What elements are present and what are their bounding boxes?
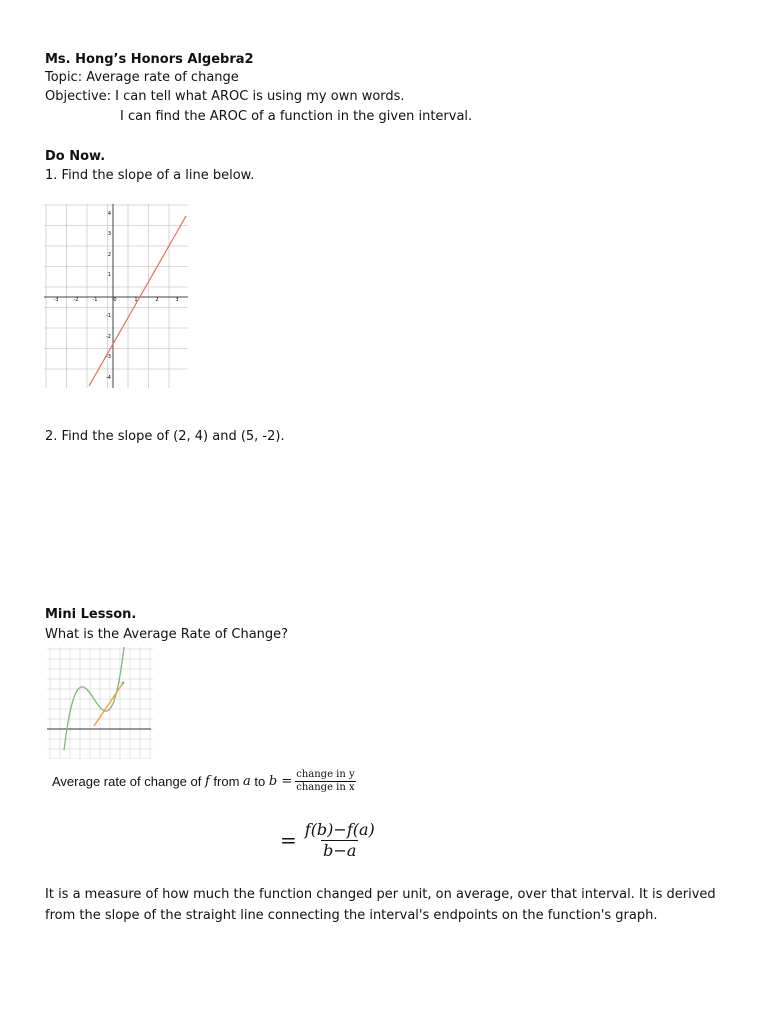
formula-equals: = <box>277 773 293 789</box>
x-tick-label: 1 <box>134 297 138 303</box>
y-tick-label: 3 <box>107 231 111 237</box>
fraction <box>295 769 355 794</box>
aroc-formula <box>52 764 356 798</box>
question-1: 1. Find the slope of a line below. <box>45 168 255 183</box>
do-now-heading: Do Now. <box>45 149 106 164</box>
fraction <box>303 820 377 861</box>
fraction-denominator: b−a <box>323 840 357 860</box>
x-tick-label: -3 <box>53 297 59 303</box>
y-tick-label: -2 <box>106 334 111 340</box>
question-2: 2. Find the slope of (2, 4) and (5, -2). <box>45 429 285 444</box>
formula-text: to <box>250 773 269 789</box>
x-tick-label: -2 <box>73 297 79 303</box>
y-tick-label: 4 <box>107 211 111 217</box>
graph-grid <box>47 647 153 759</box>
fraction-denominator: change in x <box>296 781 355 793</box>
explanation-paragraph: It is a measure of how much the function changed per unit, on average, over that interval. It is derived from the slope of the straight line connecting the interval's endpoints on the function's graph. <box>45 887 716 923</box>
secant-endpoint <box>122 682 125 685</box>
mini-lesson-question: What is the Average Rate of Change? <box>45 627 289 642</box>
formula-f: f <box>204 773 210 789</box>
aroc-formula-2 <box>280 818 377 862</box>
formula-equals: = <box>280 828 297 852</box>
aroc-graph <box>47 647 153 759</box>
slope-line-graph <box>44 204 188 388</box>
topic-line: Topic: Average rate of change <box>45 70 239 85</box>
formula-text: from <box>209 773 244 789</box>
x-tick-label: 3 <box>175 297 179 303</box>
x-tick-label: -1 <box>92 297 98 303</box>
page-title: Ms. Hong’s Honors Algebra2 <box>45 52 254 67</box>
mini-lesson-heading: Mini Lesson. <box>45 607 137 622</box>
objective-line-1: Objective: I can tell what AROC is using my own words. <box>45 89 405 104</box>
objective-line-2: I can find the AROC of a function in the given interval. <box>120 109 473 124</box>
fraction-numerator: change in y <box>296 768 355 780</box>
fraction-numerator: f(b)−f(a) <box>304 819 375 839</box>
slope-line <box>89 216 186 386</box>
graph-grid <box>44 204 188 388</box>
x-tick-label: 0 <box>113 297 117 303</box>
y-tick-label: -1 <box>106 313 111 319</box>
formula-text: Average rate of change of <box>52 773 205 789</box>
y-tick-label: -3 <box>106 354 111 360</box>
x-tick-label: 2 <box>155 297 159 303</box>
x-tick-labels <box>54 297 179 303</box>
y-tick-label: 2 <box>107 252 111 258</box>
formula-a: a <box>243 773 251 789</box>
y-tick-label: -4 <box>106 375 111 381</box>
formula-b: b <box>268 773 278 789</box>
y-tick-label: 1 <box>107 272 111 278</box>
